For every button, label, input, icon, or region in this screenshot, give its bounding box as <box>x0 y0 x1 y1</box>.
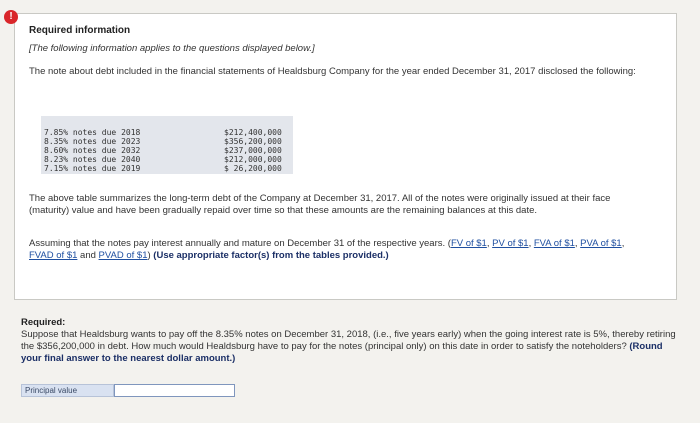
link-fv-of-1[interactable]: FV of $1 <box>450 238 487 249</box>
required-title: Required: <box>21 317 66 328</box>
link-fva-of-1[interactable]: FVA of $1 <box>533 238 575 249</box>
note-amount: $212,000,000 <box>224 155 282 164</box>
intro-note: [The following information applies to the questions displayed below.] <box>29 43 315 54</box>
link-fvad-of-1[interactable]: FVAD of $1 <box>29 250 78 261</box>
required-section <box>21 317 681 365</box>
table-row <box>41 128 293 137</box>
note-description: 8.60% notes due 2032 <box>44 146 141 155</box>
table-row <box>41 146 293 155</box>
note-amount: $212,400,000 <box>224 128 282 137</box>
debt-notes-table <box>41 116 293 174</box>
table-row <box>41 164 293 173</box>
and-word: and <box>80 250 96 261</box>
note-amount: $ 26,200,000 <box>224 164 282 173</box>
note-amount: $356,200,000 <box>224 137 282 146</box>
panel-heading: Required information <box>29 25 131 36</box>
factor-note: (Use appropriate factor(s) from the tables provided.) <box>153 250 389 261</box>
alert-icon: ! <box>4 10 18 24</box>
rounding-note: (Round your final answer to the nearest dollar amount.) <box>21 341 663 364</box>
principal-value-label: Principal value <box>21 384 114 397</box>
table-row <box>41 137 293 146</box>
assumption-lead: Assuming that the notes pay interest annually and mature on December 31 of the respective years. ( <box>29 238 451 249</box>
required-question: Suppose that Healdsburg wants to pay off the 8.35% notes on December 31, 2018, (i.e., five years early) when the going interest rate is 5%, thereby retiring the $356,200,000 in debt. How much would Healdsburg have to pay for the notes (principal only) on this date in order to satisfy the noteholders? <box>21 329 676 352</box>
debt-intro-paragraph: The note about debt included in the financial statements of Healdsburg Company for the year ended December 31, 2017 disclosed the following: <box>29 66 636 77</box>
assumption-paragraph: Assuming that the notes pay interest annually and mature on December 31 of the respective years. (FV of $1, PV of $1, FVA of $1, PVA of $1, FVAD of $1 and PVAD of $1) (Use appropriate factor(s) from the tables provided.) <box>29 238 625 261</box>
note-description: 7.85% notes due 2018 <box>44 128 141 137</box>
link-pv-of-1[interactable]: PV of $1 <box>492 238 529 249</box>
note-description: 7.15% notes due 2019 <box>44 164 141 173</box>
note-amount: $237,000,000 <box>224 146 282 155</box>
link-pvad-of-1[interactable]: PVAD of $1 <box>98 250 148 261</box>
note-description: 8.35% notes due 2023 <box>44 137 141 146</box>
principal-value-input[interactable] <box>114 384 235 397</box>
link-pva-of-1[interactable]: PVA of $1 <box>580 238 622 249</box>
note-description: 8.23% notes due 2040 <box>44 155 141 164</box>
table-summary-paragraph: The above table summarizes the long-term debt of the Company at December 31, 2017. All of the notes were originally issued at their face (maturity) value and have been gradually repaid over time so that these amounts are the remaining balances at this date. <box>29 193 611 216</box>
table-row <box>41 155 293 164</box>
